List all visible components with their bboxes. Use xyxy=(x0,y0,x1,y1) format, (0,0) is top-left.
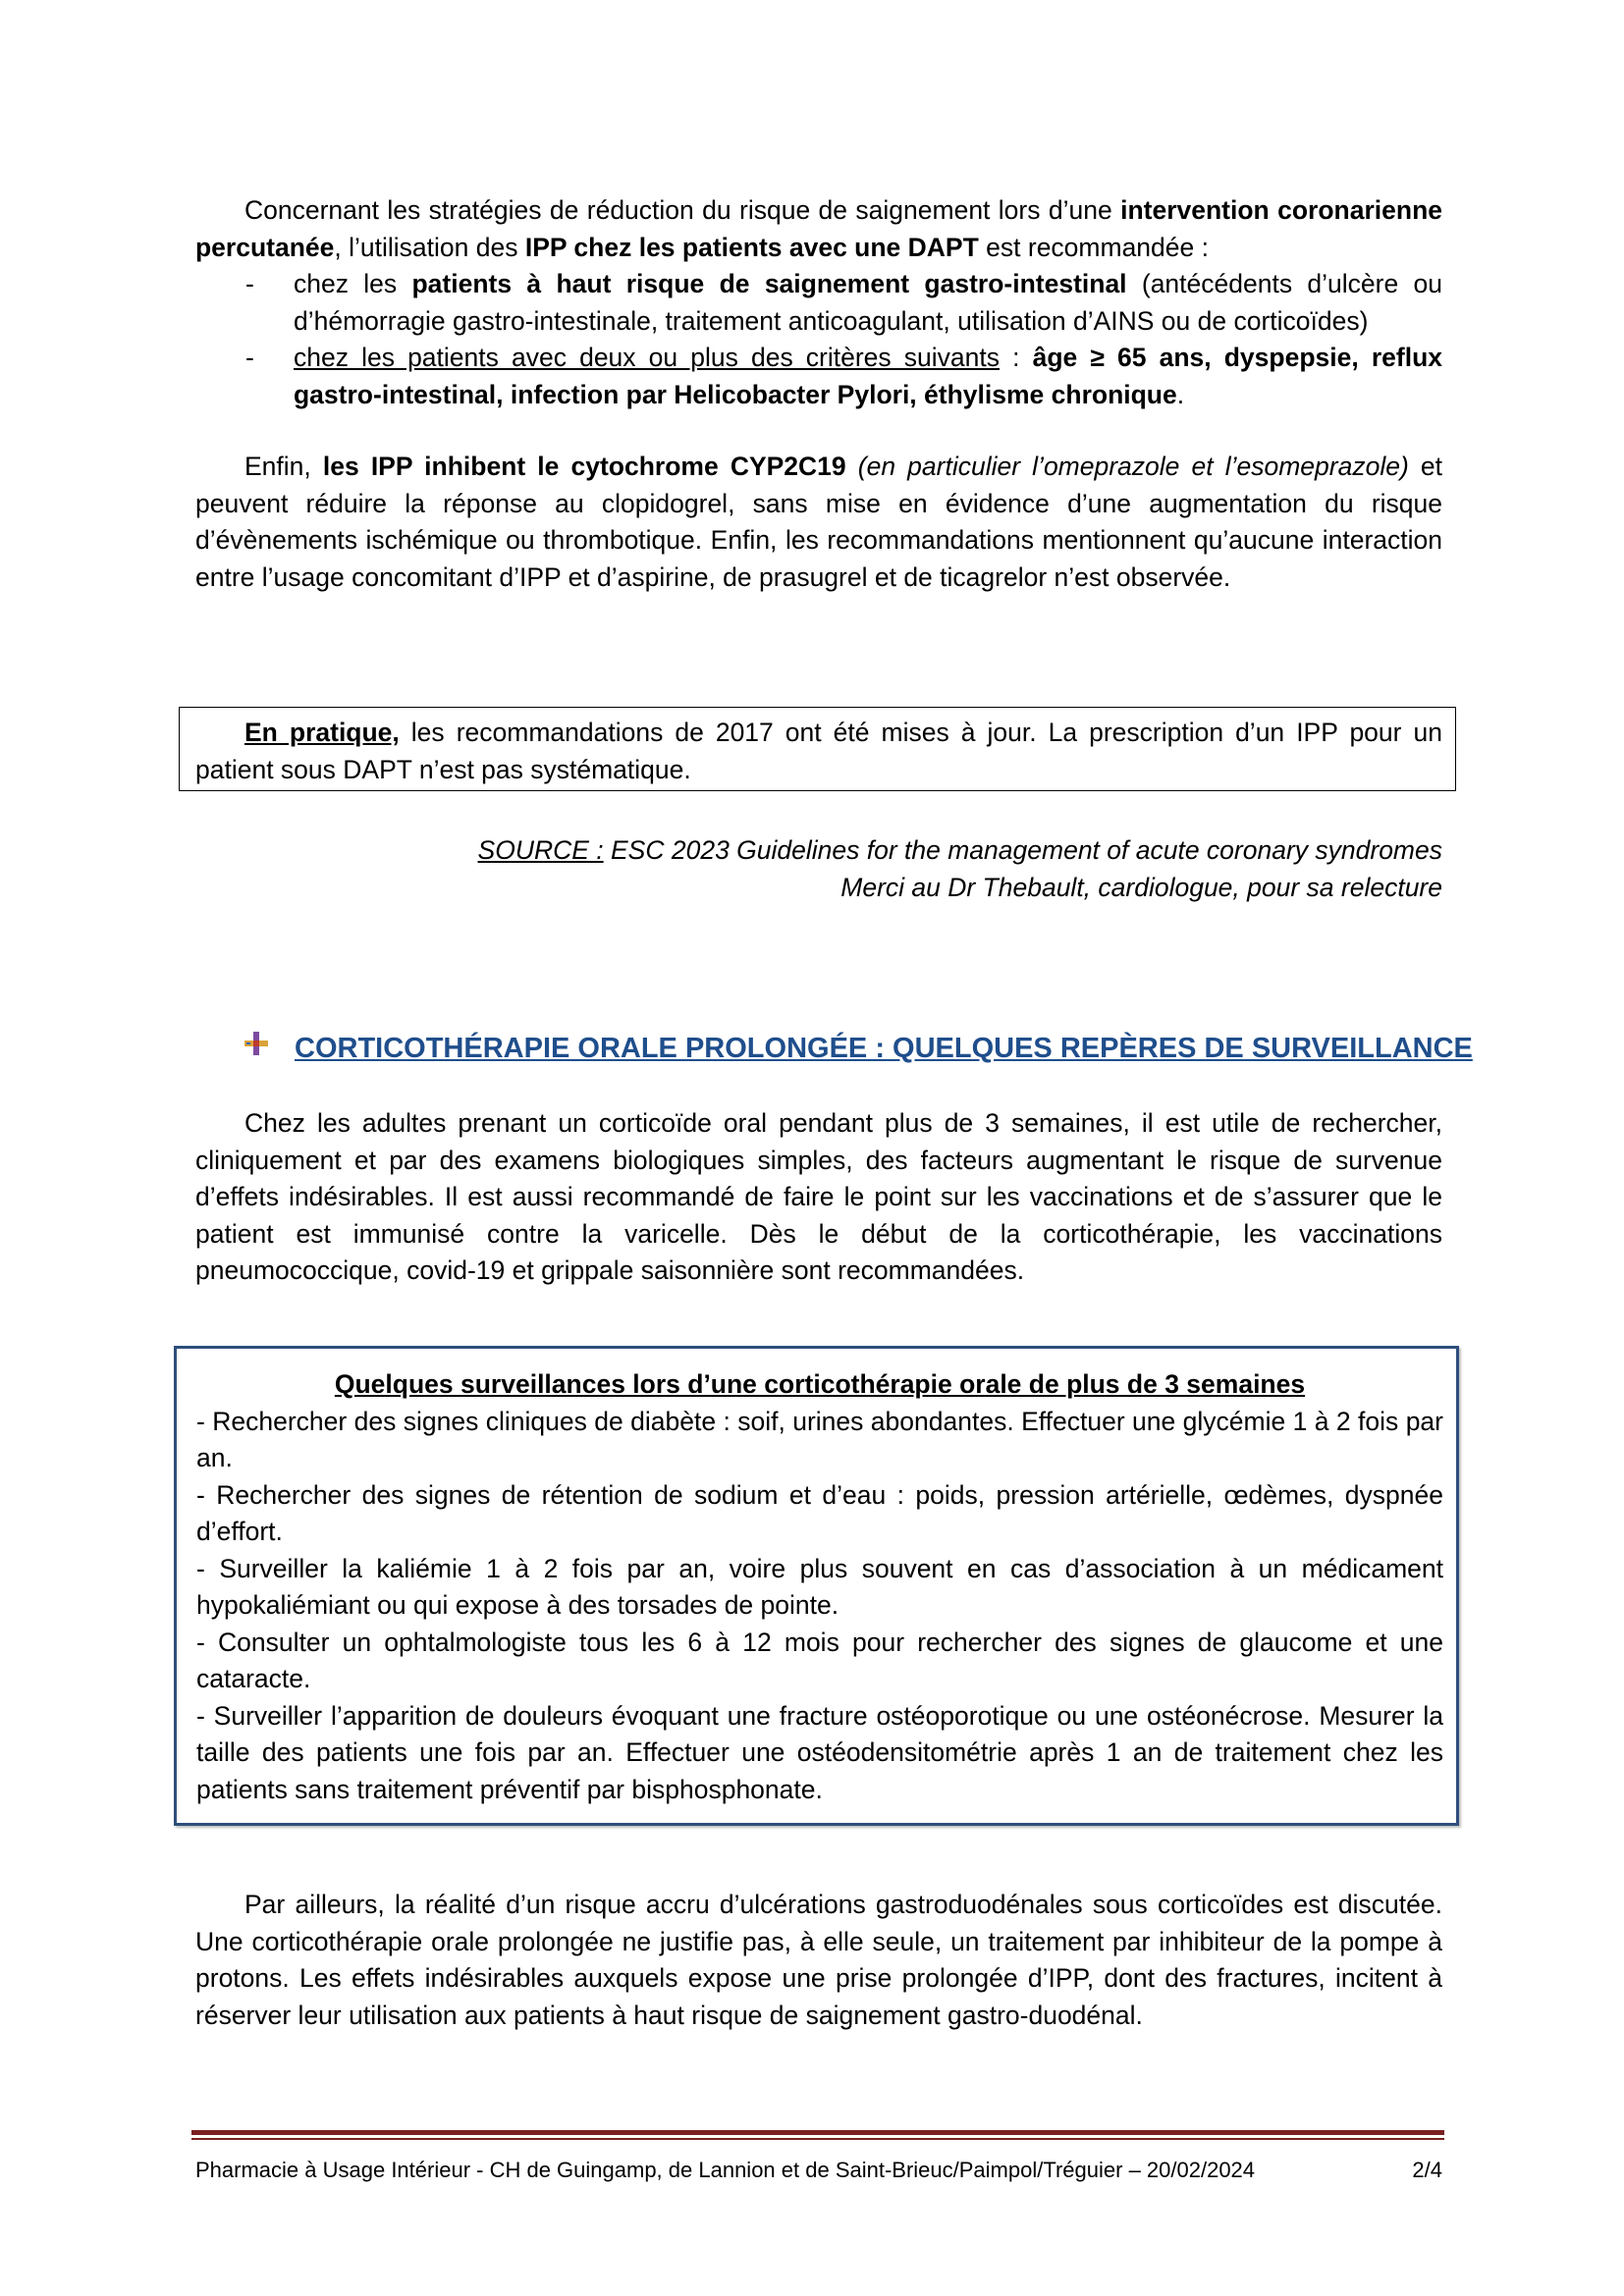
source-text: ESC 2023 Guidelines for the management of acute coronary syndromes xyxy=(603,835,1442,865)
underlined-run: chez les patients avec deux ou plus des critères suivants xyxy=(294,343,1000,372)
list-dash: - xyxy=(245,343,254,372)
text-run: . xyxy=(1176,379,1185,409)
surveillance-box-content xyxy=(196,1366,1443,1808)
text-run: Concernant les stratégies de réduction du risque de saignement lors d’une xyxy=(244,195,1121,225)
section-content xyxy=(195,1105,1442,1290)
source-line xyxy=(195,832,1442,870)
text-run: les recommandations de 2017 ont été mises à jour. La prescription d’un IPP pour un patient sous DAPT n’est pas systématique. xyxy=(195,718,1442,784)
text-run: est recommandée : xyxy=(978,232,1209,262)
page-number: 2/4 xyxy=(1412,2158,1442,2182)
spacer xyxy=(195,413,1442,449)
text-run: Enfin, xyxy=(244,452,323,481)
bullet-cross-icon xyxy=(244,1031,269,1056)
surveillance-box xyxy=(174,1346,1459,1826)
surveillance-item: - Rechercher des signes de rétention de sodium et d’eau : poids, pression artérielle, œdèmes, dyspnée d’effort. xyxy=(196,1479,1443,1546)
footer-rule-thin xyxy=(191,2138,1444,2140)
practice-label: En pratique, xyxy=(244,718,400,747)
surveillance-item: - Rechercher des signes cliniques de diabète : soif, urines abondantes. Effectuer une glycémie 1 à 2 fois par an. xyxy=(196,1406,1443,1472)
surveillance-item: - Consulter un ophtalmologiste tous les 6 à 12 mois pour rechercher des signes de glaucome et une cataracte. xyxy=(196,1627,1443,1693)
thanks-line: Merci au Dr Thebault, cardiologue, pour sa relecture xyxy=(840,872,1442,902)
bold-run: IPP chez les patients avec une DAPT xyxy=(524,232,979,262)
source-label: SOURCE : xyxy=(477,835,604,865)
paragraph-ipp-strategies xyxy=(195,192,1442,266)
footer-rule xyxy=(191,2130,1444,2135)
footer-text: Pharmacie à Usage Intérieur - CH de Guingamp, de Lannion et de Saint-Brieuc/Paimpol/Tréguier – 20/02/2024 xyxy=(195,2158,1256,2182)
text-run: et peuvent réduire la réponse au clopidogrel, sans mise en évidence d’une augmentation du risque d’évènements ischémique ou thrombotique. Enfin, les recommandations mentionnent qu’aucune interaction entre l’usage concomitant d’IPP et d’aspirine, de prasugrel et de ticagrelor n’est observée. xyxy=(195,452,1442,592)
bold-run: patients à haut risque de saignement gastro-intestinal xyxy=(411,269,1127,298)
list-dash: - xyxy=(245,269,254,298)
italic-run: (en particulier l’omeprazole et l’esomeprazole) xyxy=(857,452,1409,481)
criteria-list xyxy=(195,266,1442,413)
paragraph-gastroduodenal: Par ailleurs, la réalité d’un risque accru d’ulcérations gastroduodénales sous corticoïdes est discutée. Une corticothérapie orale prolongée ne justifie pas, à elle seule, un traitement par inhibiteur de la pompe à protons. Les effets indésirables auxquels expose une prise prolongée d’IPP, dont des fractures, incitent à réserver leur utilisation aux patients à haut risque de saignement gastro-duodénal. xyxy=(195,1890,1442,2030)
text-run: (antécédents d’ulcère ou d’hémorragie gastro-intestinale, traitement anticoagulant, utilisation d’AINS ou de corticoïdes) xyxy=(294,269,1442,336)
text-run: , l’utilisation des xyxy=(334,232,525,262)
surveillance-title: Quelques surveillances lors d’une corticothérapie orale de plus de 3 semaines xyxy=(334,1369,1306,1399)
paragraph-cyp2c19 xyxy=(195,449,1442,596)
practice-box xyxy=(179,707,1456,791)
main-content xyxy=(195,192,1442,596)
bold-run: les IPP inhibent le cytochrome CYP2C19 xyxy=(322,452,846,481)
surveillance-item: - Surveiller la kaliémie 1 à 2 fois par an, voire plus souvent en cas d’association à un médicament hypokaliémiant ou qui expose à des torsades de pointe. xyxy=(196,1553,1443,1620)
surveillance-item: - Surveiller l’apparition de douleurs évoquant une fracture ostéoporotique ou une ostéonécrose. Mesurer la taille des patients une fois par an. Effectuer une ostéodensitométrie après 1 an de traitement chez les patients sans traitement préventif par bisphosphonate. xyxy=(196,1700,1443,1804)
source-block xyxy=(195,832,1442,906)
final-section xyxy=(195,1887,1442,2034)
practice-text xyxy=(195,715,1442,788)
text-run: chez les xyxy=(294,269,412,298)
text-run: : xyxy=(1000,343,1033,372)
paragraph-corticotherapy: Chez les adultes prenant un corticoïde oral pendant plus de 3 semaines, il est utile de rechercher, cliniquement et par des examens biologiques simples, des facteurs augmentant le risque de survenue d’effets indésirables. Il est aussi recommandé de faire le point sur les vaccinations et de s’assurer que le patient est immunisé contre la varicelle. Dès le début de la corticothérapie, les vaccinations pneumococcique, covid-19 et grippale saisonnière sont recommandées. xyxy=(195,1108,1442,1285)
bold-run: intervention coronarienne percutanée xyxy=(195,195,1442,262)
bold-run: âge ≥ 65 ans, dyspepsie, reflux gastro-intestinal, infection par Helicobacter Pylori, éthylisme chronique xyxy=(294,343,1442,409)
list-item xyxy=(195,266,1442,340)
text-run xyxy=(846,452,858,481)
section-title: CORTICOTHÉRAPIE ORALE PROLONGÉE : QUELQUES REPÈRES DE SURVEILLANCE xyxy=(295,1033,1473,1064)
list-item xyxy=(195,340,1442,413)
